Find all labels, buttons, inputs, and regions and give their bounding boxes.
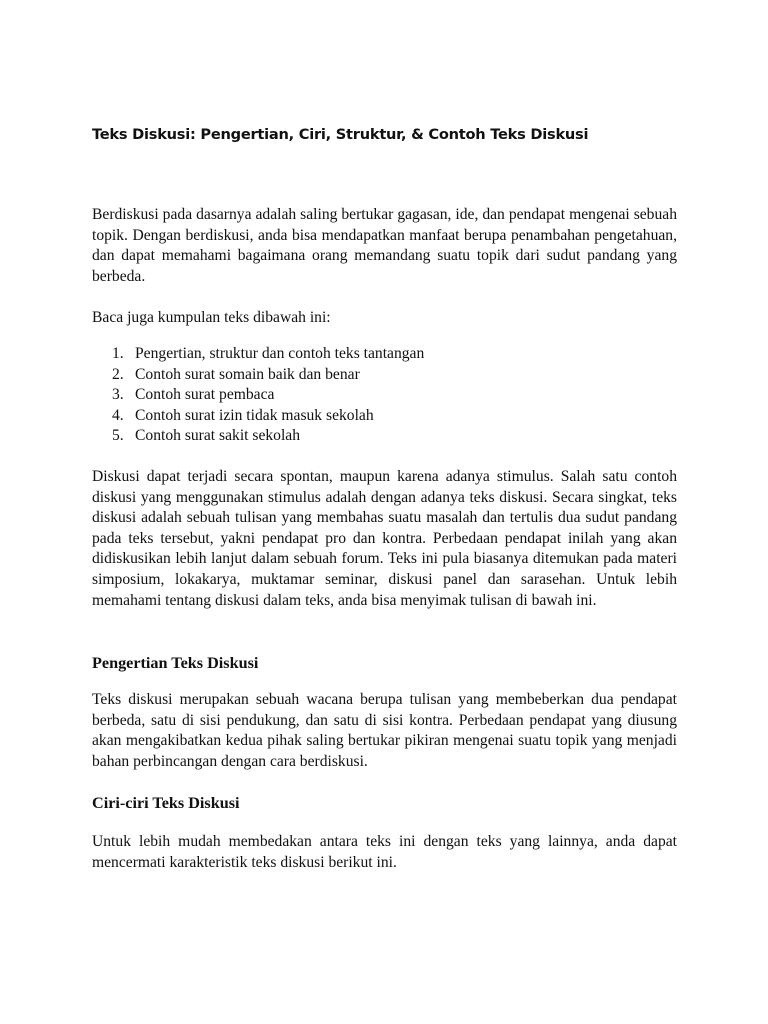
- list-item-text[interactable]: Contoh surat sakit sekolah: [135, 427, 301, 445]
- discussion-paragraph: Diskusi dapat terjadi secara spontan, maupun karena adanya stimulus. Salah satu contoh diskusi yang menggunakan stimulus adalah dengan adanya teks diskusi. Secara singkat, teks diskusi adalah sebuah tulisan yang membahas suatu masalah dan tertulis dua sudut pandang pada teks tersebut, yakni pendapat pro dan kontra. Perbedaan pendapat inilah yang akan didiskusikan lebih lanjut dalam sebuah forum. Teks ini pula biasanya ditemukan pada materi simposium, lokakarya, muktamar seminar, diskusi panel dan sarasehan. Untuk lebih memahami tentang diskusi dalam teks, anda bisa menyimak tulisan di bawah ini.: [92, 468, 677, 609]
- list-item[interactable]: [92, 344, 424, 365]
- read-also-label: Baca juga kumpulan teks dibawah ini:: [92, 309, 331, 326]
- section-body-ciri: Untuk lebih mudah membedakan antara teks ini dengan teks yang lainnya, anda dapat mencermati karakteristik teks diskusi berikut ini.: [92, 833, 677, 871]
- section-heading-ciri: Ciri-ciri Teks Diskusi: [92, 794, 240, 812]
- intro-paragraph: Berdiskusi pada dasarnya adalah saling bertukar gagasan, ide, dan pendapat mengenai sebuah topik. Dengan berdiskusi, anda bisa mendapatkan manfaat berupa penambahan pengetahuan, dan dapat memahami bagaimana orang memandang suatu topik dari sudut pandang yang berbeda.: [92, 206, 677, 285]
- list-item-number: 2.: [112, 365, 124, 383]
- list-item-text[interactable]: Pengertian, struktur dan contoh teks tantangan: [135, 345, 425, 362]
- list-item-number: 1.: [112, 345, 124, 362]
- list-item[interactable]: [92, 426, 424, 447]
- read-also-list: [92, 344, 424, 447]
- list-item-text[interactable]: Contoh surat somain baik dan benar: [135, 365, 360, 383]
- list-item-text[interactable]: Contoh surat izin tidak masuk sekolah: [135, 406, 374, 424]
- section-body-pengertian: Teks diskusi merupakan sebuah wacana berupa tulisan yang membeberkan dua pendapat berbeda, satu di sisi pendukung, dan satu di sisi kontra. Perbedaan pendapat yang diusung akan mengakibatkan kedua pihak saling bertukar pikiran mengenai suatu topik yang menjadi bahan perbincangan dengan cara berdiskusi.: [92, 691, 677, 770]
- section-heading-pengertian: Pengertian Teks Diskusi: [92, 654, 259, 672]
- list-item[interactable]: [92, 406, 424, 427]
- list-item-number: 5.: [112, 427, 124, 445]
- list-item-text[interactable]: Contoh surat pembaca: [135, 386, 275, 404]
- list-item[interactable]: [92, 365, 424, 386]
- list-item-number: 3.: [112, 386, 124, 404]
- document-title: Teks Diskusi: Pengertian, Ciri, Struktur, & Contoh Teks Diskusi: [92, 126, 589, 143]
- list-item[interactable]: [92, 385, 424, 406]
- list-item-number: 4.: [112, 406, 124, 424]
